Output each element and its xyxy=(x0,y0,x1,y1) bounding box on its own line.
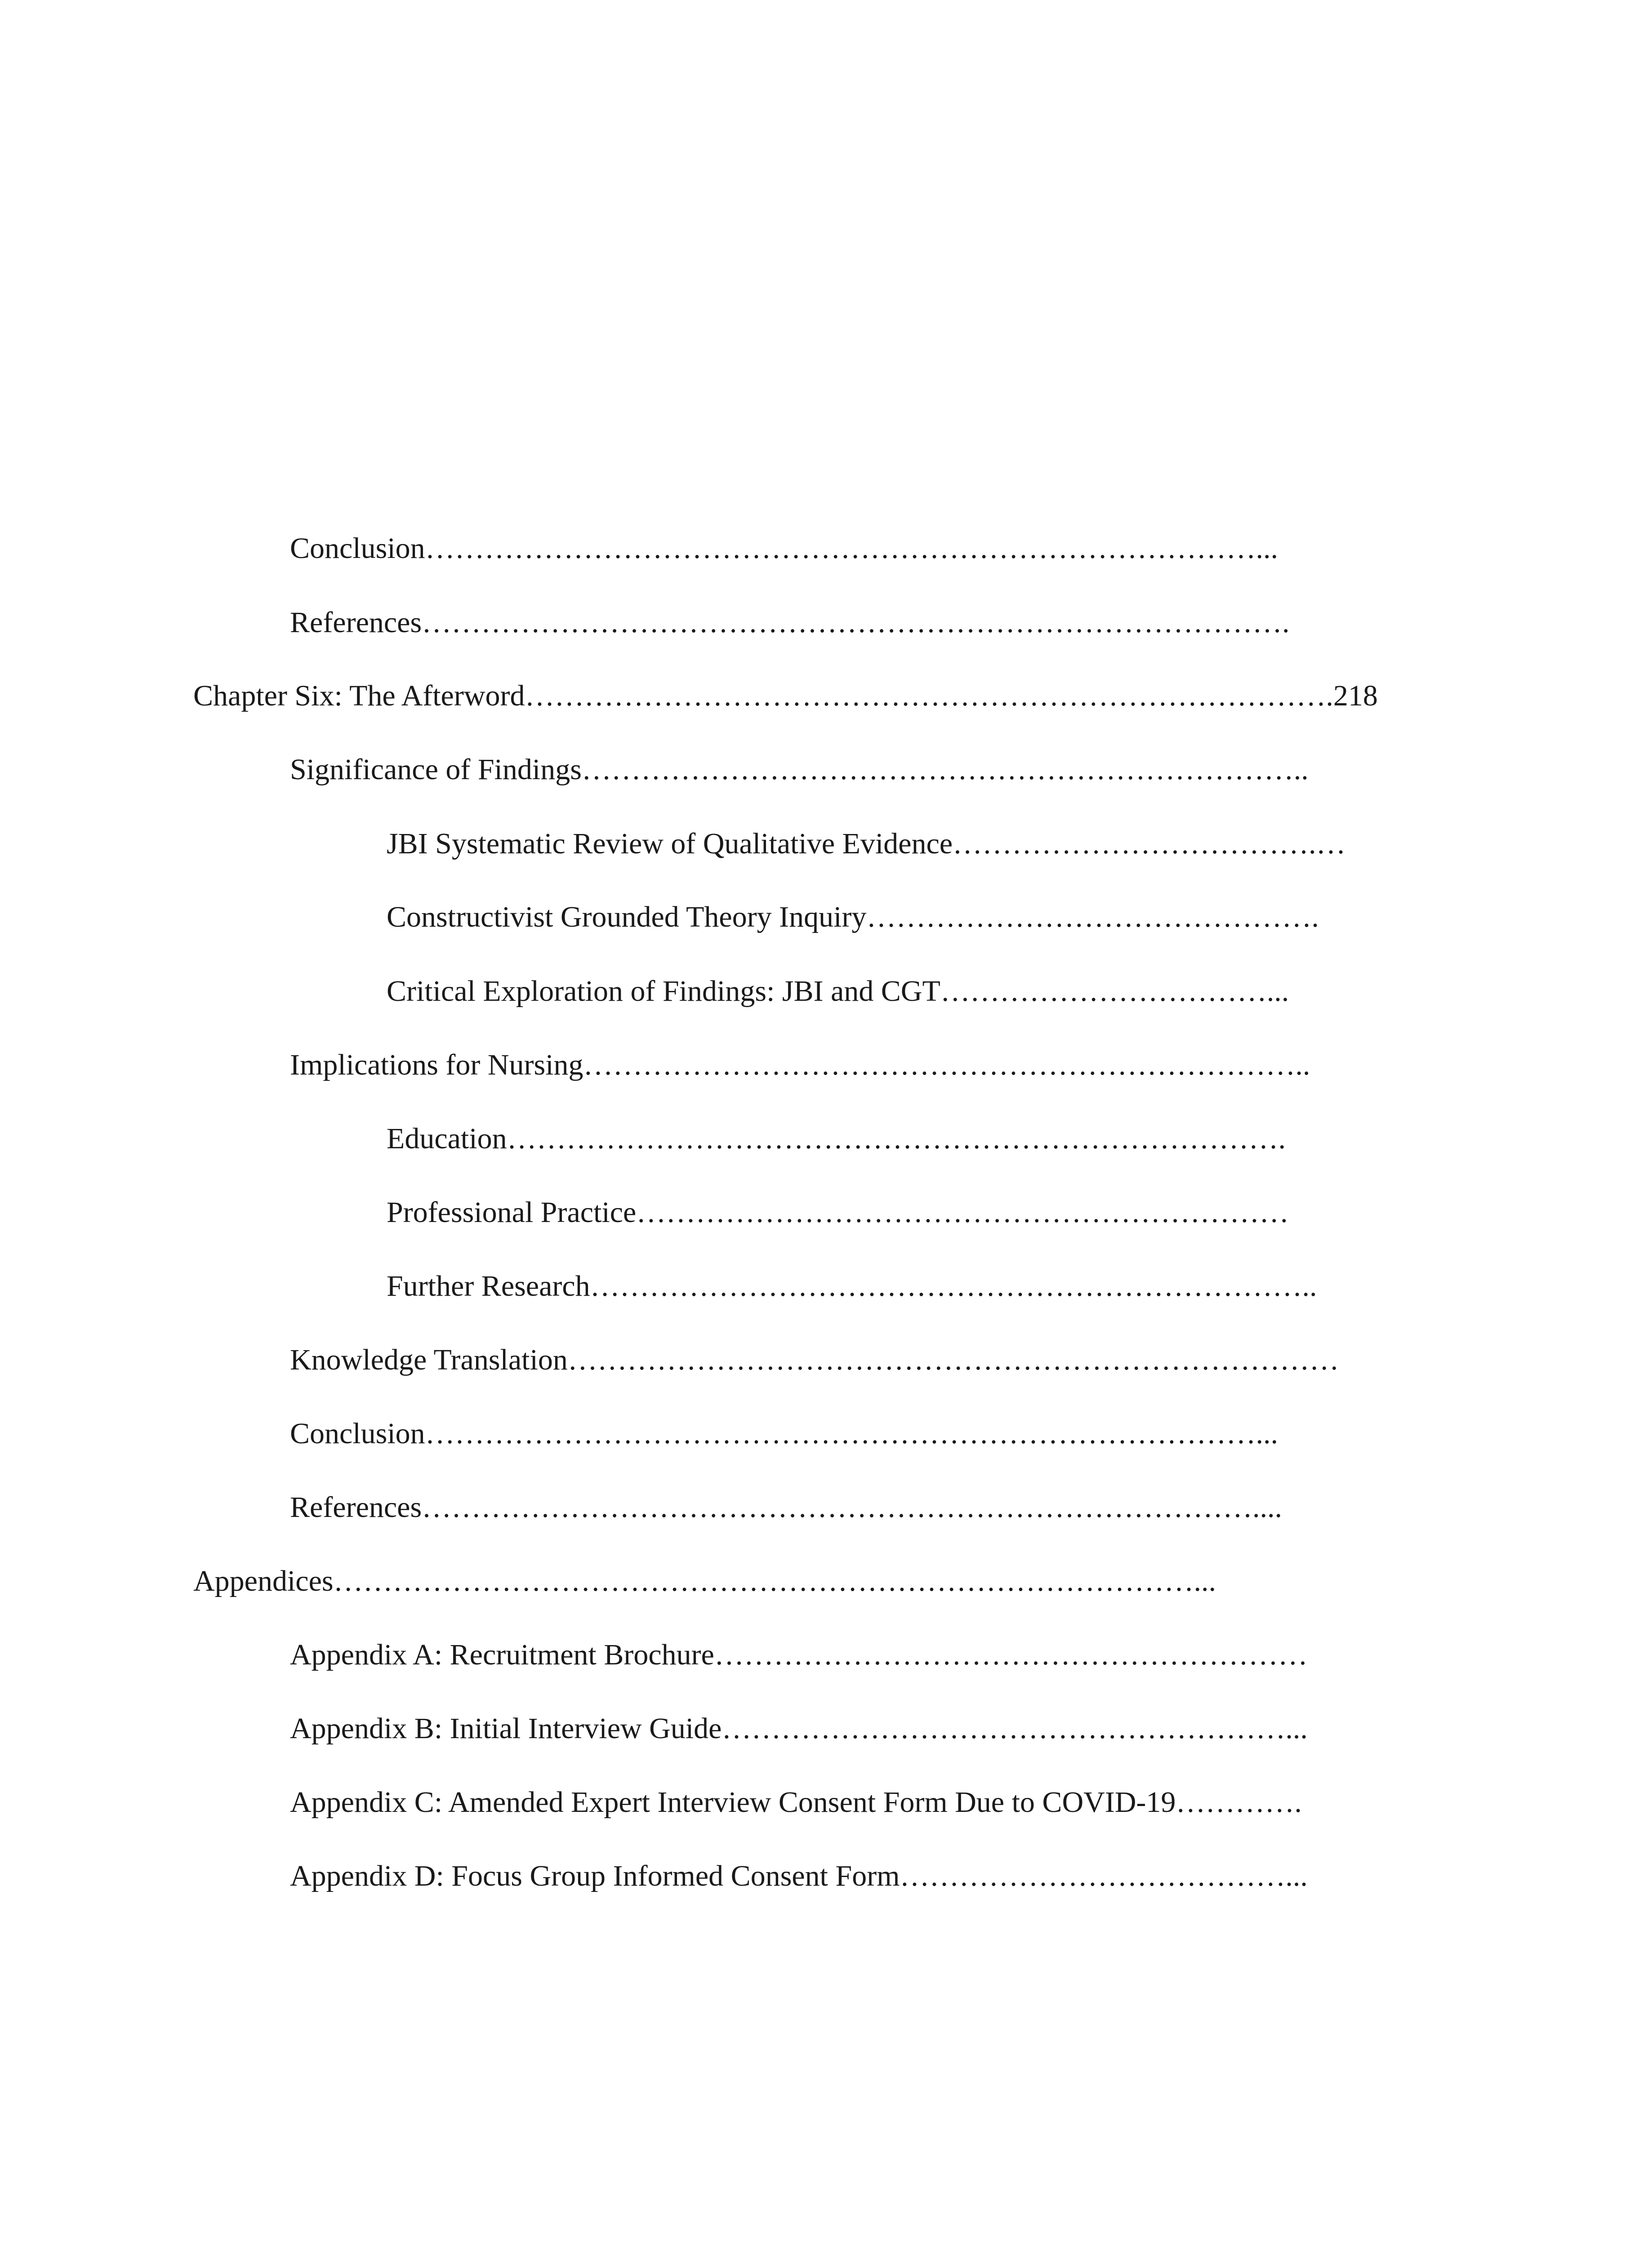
toc-entry-appendix-a: Appendix A: Recruitment Brochure…………………………………………………… xyxy=(290,1638,1308,1671)
toc-entry-references: References……………………………………………………………………………. xyxy=(290,606,1290,639)
toc-entry-appendix-b: Appendix B: Initial Interview Guide…………………………………………………... xyxy=(290,1712,1308,1745)
toc-entry-knowledge-translation: Knowledge Translation…………………………………………………………………… xyxy=(290,1343,1339,1376)
toc-entry-constructivist-grounded-theory: Constructivist Grounded Theory Inquiry………………………………………. xyxy=(387,901,1319,933)
toc-entry-references: References………………………………………………………………………….... xyxy=(290,1491,1282,1524)
toc-entry-appendix-d: Appendix D: Focus Group Informed Consent Form…………………………………... xyxy=(290,1860,1308,1892)
toc-entry-education: Education……………………………………………………………………. xyxy=(387,1122,1286,1155)
toc-entry-appendix-c: Appendix C: Amended Expert Interview Consent Form Due to COVID-19…………. xyxy=(290,1786,1302,1819)
toc-entry-conclusion: Conclusion…………………………………………………………………………... xyxy=(290,1417,1278,1450)
toc-entry-professional-practice: Professional Practice………………………………………………………… xyxy=(387,1196,1289,1229)
toc-entry-appendices: Appendices……………………………………………………………………………... xyxy=(193,1565,1216,1597)
toc-entry-critical-exploration: Critical Exploration of Findings: JBI and CGT……………………………... xyxy=(387,975,1289,1008)
toc-entry-further-research: Further Research……………………………………………………………….. xyxy=(387,1270,1317,1302)
toc-entry-jbi-systematic-review: JBI Systematic Review of Qualitative Evidence……………………………….… xyxy=(387,827,1346,860)
toc-entry-conclusion: Conclusion…………………………………………………………………………... xyxy=(290,532,1278,565)
toc-entry-implications-for-nursing: Implications for Nursing……………………………………………………………….. xyxy=(290,1048,1310,1081)
toc-entry-chapter-six: Chapter Six: The Afterword……………………………………………………………………….218 xyxy=(193,679,1378,712)
toc-entry-significance-of-findings: Significance of Findings……………………………………………………………….. xyxy=(290,753,1309,786)
